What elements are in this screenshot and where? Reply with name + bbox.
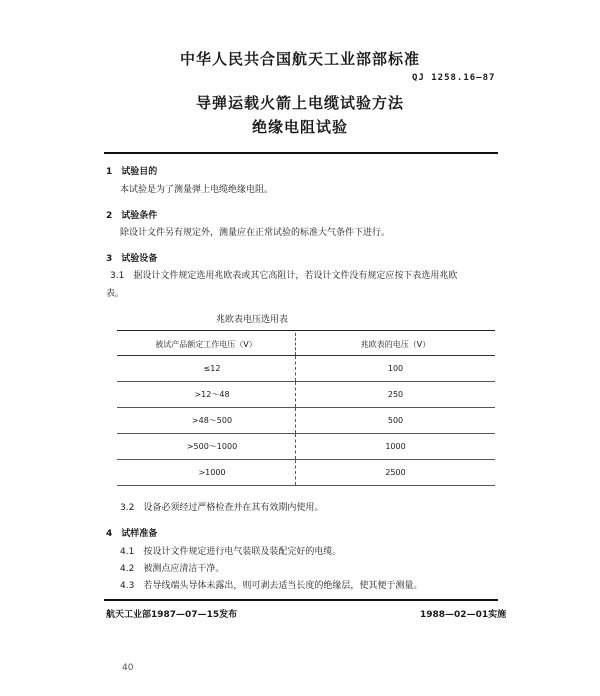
clause-4-2: 4.2 被测点应清洁干净。 xyxy=(120,564,225,574)
table-title: 兆欧表电压选用表 xyxy=(216,315,289,325)
document-title: 导弹运载火箭上电缆试验方法 xyxy=(195,94,404,112)
clause-4-1: 4.1 按设计文件规定进行电气装联及装配完好的电缆。 xyxy=(120,547,342,557)
section-2-heading: 2 试验条件 xyxy=(106,211,158,221)
meter-voltage-cell: 2500 xyxy=(296,460,496,486)
clause-3-1-line2: 表。 xyxy=(106,289,125,299)
section-3-heading: 3 试验设备 xyxy=(106,254,158,264)
meter-voltage-cell: 500 xyxy=(296,408,496,434)
rated-voltage-cell: >12～48 xyxy=(194,390,230,399)
meter-voltage-cell: 1000 xyxy=(296,434,496,460)
section-1-heading: 1 试验目的 xyxy=(106,167,158,177)
megohmmeter-voltage-table xyxy=(117,333,495,486)
header-divider xyxy=(104,152,498,154)
table-header-row xyxy=(117,333,495,356)
rated-voltage-cell: >1000 xyxy=(198,468,226,477)
section-1-text: 本试验是为了测量弹上电缆绝缘电阻。 xyxy=(120,185,274,195)
rated-voltage-cell: >500～1000 xyxy=(186,442,238,451)
col-header-meter-voltage: 兆欧表的电压（V） xyxy=(296,333,496,356)
footer-divider xyxy=(104,599,498,601)
effective-date: 1988—02—01实施 xyxy=(420,610,507,620)
page-number: 40 xyxy=(122,663,134,673)
issue-date: 航天工业部1987—07—15发布 xyxy=(106,610,238,620)
rated-voltage-cell: >48～500 xyxy=(191,416,233,425)
table-top-rule xyxy=(117,330,495,331)
clause-3-1-line1: 3.1 据设计文件规定选用兆欧表或其它高阻计，若设计文件没有规定应按下表选用兆欧 xyxy=(110,271,458,281)
rated-voltage-cell: ≤12 xyxy=(203,364,221,373)
standard-number: QJ 1258.16—87 xyxy=(412,73,496,83)
clause-4-3: 4.3 若导线端头导体未露出，则可剥去适当长度的绝缘层，使其便于测量。 xyxy=(120,581,423,591)
table-row xyxy=(117,356,495,382)
table-row xyxy=(117,434,495,460)
document-subtitle: 绝缘电阻试验 xyxy=(251,118,348,136)
section-4-heading: 4 试样准备 xyxy=(106,529,158,539)
meter-voltage-cell: 250 xyxy=(296,382,496,408)
table-row xyxy=(117,460,495,486)
clause-3-2: 3.2 设备必须经过严格检查并在其有效期内使用。 xyxy=(120,503,324,513)
meter-voltage-cell: 100 xyxy=(296,356,496,382)
section-2-text: 除设计文件另有规定外，测量应在正常试验的标准大气条件下进行。 xyxy=(120,228,391,238)
issuing-organization: 中华人民共合国航天工业部部标准 xyxy=(179,50,420,68)
table-row xyxy=(117,408,495,434)
table-row xyxy=(117,382,495,408)
col-header-rated-voltage: 被试产品额定工作电压（V） xyxy=(117,333,296,356)
